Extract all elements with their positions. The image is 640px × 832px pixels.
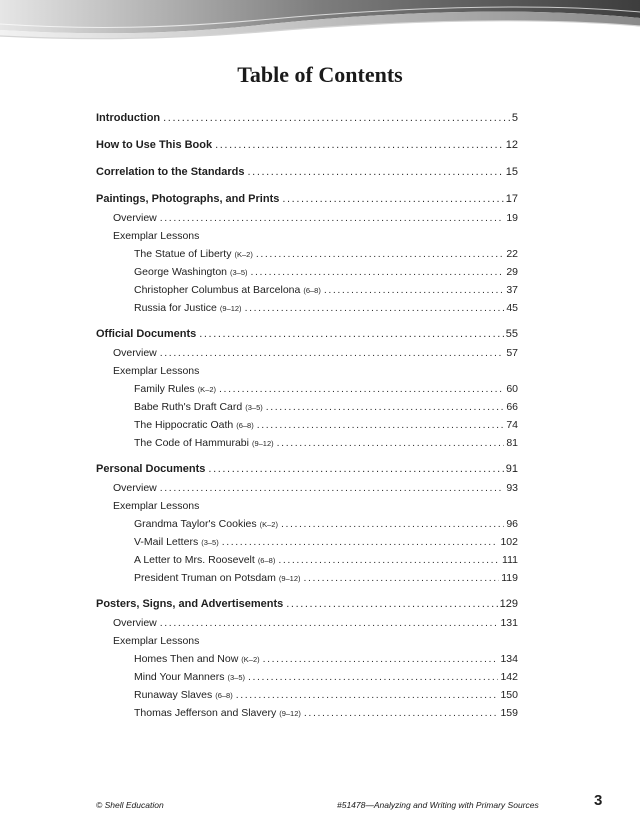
toc-subheading[interactable] — [96, 227, 518, 245]
toc-entry-label: A Letter to Mrs. Roosevelt — [134, 554, 255, 566]
toc-section-heading[interactable] — [96, 162, 518, 182]
toc-page-number: 129 — [499, 598, 518, 610]
dot-leader — [248, 162, 504, 182]
toc-section-heading[interactable] — [96, 594, 518, 614]
toc-section — [96, 108, 518, 128]
toc-page-number: 57 — [506, 347, 518, 359]
header-wave-banner — [0, 0, 640, 50]
toc-subheading[interactable] — [96, 362, 518, 380]
grade-range: (K–2) — [241, 655, 260, 664]
toc-page-number: 102 — [500, 536, 518, 548]
toc-entry-label: Mind Your Manners — [134, 671, 225, 683]
toc-entry-label: The Hippocratic Oath — [134, 419, 234, 431]
grade-range: (9–12) — [219, 304, 242, 313]
toc-entry-label: Babe Ruth's Draft Card — [134, 401, 243, 413]
toc-lesson-entry[interactable] — [96, 650, 518, 668]
grade-range: (9–12) — [279, 709, 301, 718]
dot-leader — [286, 594, 497, 614]
toc-entry-label: V-Mail Letters — [134, 536, 199, 548]
dot-leader — [160, 614, 499, 632]
toc-entry-label: Russia for Justice — [134, 302, 217, 314]
toc-entry-label: Introduction — [96, 112, 161, 124]
grade-range: (3–5) — [227, 673, 245, 682]
toc-entry-label: Correlation to the Standards — [96, 166, 245, 178]
dot-leader — [236, 686, 499, 704]
toc-section-heading[interactable] — [96, 459, 518, 479]
dot-leader — [160, 344, 505, 362]
toc-entry-label: Runaway Slaves — [134, 689, 213, 701]
toc-entry-label: George Washington — [134, 266, 227, 278]
toc-entry-label: Grandma Taylor's Cookies — [134, 518, 257, 530]
toc-entry-label: Exemplar Lessons — [113, 365, 200, 377]
toc-lesson-entry[interactable] — [96, 281, 518, 299]
toc-section-heading[interactable] — [96, 108, 518, 128]
toc-page-number: 17 — [505, 193, 518, 205]
page-title: Table of Contents — [237, 62, 403, 87]
dot-leader — [278, 551, 500, 569]
toc-lesson-entry[interactable] — [96, 245, 518, 263]
toc-entry-label: The Code of Hammurabi — [134, 437, 249, 449]
toc-entry-label: Official Documents — [96, 328, 197, 340]
grade-range: (K–2) — [197, 385, 217, 394]
toc-lesson-entry[interactable] — [96, 263, 518, 281]
toc-lesson-entry[interactable] — [96, 416, 518, 434]
grade-range: (K–2) — [259, 520, 278, 529]
toc-subheading[interactable] — [96, 209, 518, 227]
toc-page-number: 142 — [500, 671, 518, 683]
dot-leader — [245, 299, 505, 317]
dot-leader — [222, 533, 499, 551]
dot-leader — [266, 398, 505, 416]
dot-leader — [277, 434, 505, 452]
toc-section — [96, 594, 518, 722]
dot-leader — [208, 459, 503, 479]
toc-subheading[interactable] — [96, 479, 518, 497]
dot-leader — [304, 704, 499, 722]
dot-leader — [281, 515, 504, 533]
grade-range: (6–8) — [215, 691, 233, 700]
grade-range: (9–12) — [251, 439, 274, 448]
dot-leader — [215, 135, 504, 155]
toc-lesson-entry[interactable] — [96, 569, 518, 587]
toc-subheading[interactable] — [96, 614, 518, 632]
toc-entry-label: Overview — [113, 617, 157, 629]
toc-entry-label: Exemplar Lessons — [113, 500, 200, 512]
toc-page-number: 22 — [506, 248, 518, 260]
toc-page-number: 91 — [505, 463, 518, 475]
toc-page-number: 150 — [500, 689, 518, 701]
toc-entry-label: Family Rules — [134, 383, 195, 395]
toc-lesson-entry[interactable] — [96, 515, 518, 533]
toc-page-number: 81 — [506, 437, 518, 449]
grade-range: (3–5) — [245, 403, 263, 412]
toc-section-heading[interactable] — [96, 324, 518, 344]
toc-page-number: 66 — [506, 401, 518, 413]
dot-leader — [219, 380, 504, 398]
grade-range: (6–8) — [303, 286, 321, 295]
grade-range: (3–5) — [201, 538, 219, 547]
dot-leader — [304, 569, 500, 587]
toc-lesson-entry[interactable] — [96, 398, 518, 416]
toc-section — [96, 162, 518, 182]
toc-page-number: 93 — [506, 482, 518, 494]
toc-section-heading[interactable] — [96, 189, 518, 209]
dot-leader — [256, 245, 504, 263]
toc-lesson-entry[interactable] — [96, 704, 518, 722]
dot-leader — [251, 263, 505, 281]
toc-page-number: 55 — [505, 328, 518, 340]
dot-leader — [199, 324, 504, 344]
toc-lesson-entry[interactable] — [96, 668, 518, 686]
toc-entry-label: Thomas Jefferson and Slavery — [134, 707, 277, 719]
toc-section-heading[interactable] — [96, 135, 518, 155]
toc-lesson-entry[interactable] — [96, 551, 518, 569]
toc-page-number: 12 — [505, 139, 518, 151]
toc-entry-label: The Statue of Liberty — [134, 248, 232, 260]
dot-leader — [282, 189, 503, 209]
dot-leader — [248, 668, 498, 686]
toc-subheading[interactable] — [96, 344, 518, 362]
dot-leader — [257, 416, 505, 434]
toc-lesson-entry[interactable] — [96, 380, 518, 398]
toc-page-number: 74 — [506, 419, 518, 431]
dot-leader — [324, 281, 504, 299]
toc-lesson-entry[interactable] — [96, 686, 518, 704]
toc-entry-label: Overview — [113, 482, 157, 494]
toc-page-number: 60 — [506, 383, 518, 395]
toc-entry-label: Christopher Columbus at Barcelona — [134, 284, 301, 296]
table-of-contents — [96, 108, 518, 729]
toc-page-number: 111 — [502, 554, 518, 566]
toc-entry-label: Exemplar Lessons — [113, 635, 200, 647]
toc-page-number: 131 — [500, 617, 518, 629]
grade-range: (6–8) — [236, 421, 254, 430]
toc-subheading[interactable] — [96, 632, 518, 650]
toc-lesson-entry[interactable] — [96, 434, 518, 452]
toc-page-number: 45 — [506, 302, 518, 314]
grade-range: (3–5) — [230, 268, 248, 277]
grade-range: (6–8) — [257, 556, 276, 565]
toc-lesson-entry[interactable] — [96, 533, 518, 551]
toc-page-number: 37 — [506, 284, 518, 296]
toc-entry-label: President Truman on Potsdam — [134, 572, 276, 584]
toc-entry-label: Homes Then and Now — [134, 653, 239, 665]
grade-range: (9–12) — [278, 574, 301, 583]
toc-section — [96, 135, 518, 155]
toc-entry-label: Paintings, Photographs, and Prints — [96, 193, 280, 205]
toc-page-number: 29 — [506, 266, 518, 278]
toc-entry-label: How to Use This Book — [96, 139, 213, 151]
toc-page-number: 159 — [500, 707, 518, 719]
dot-leader — [160, 209, 505, 227]
toc-entry-label: Exemplar Lessons — [113, 230, 200, 242]
toc-entry-label: Overview — [113, 212, 157, 224]
toc-entry-label: Posters, Signs, and Advertisements — [96, 598, 284, 610]
toc-entry-label: Personal Documents — [96, 463, 206, 475]
toc-page-number: 15 — [505, 166, 518, 178]
grade-range: (K–2) — [234, 250, 253, 259]
footer-publisher: © Shell Education — [96, 800, 164, 810]
dot-leader — [160, 479, 505, 497]
toc-page-number: 19 — [506, 212, 518, 224]
page-number: 3 — [594, 792, 603, 809]
dot-leader — [163, 108, 510, 128]
toc-section — [96, 459, 518, 587]
toc-entry-label: Overview — [113, 347, 157, 359]
toc-page-number: 134 — [500, 653, 518, 665]
toc-lesson-entry[interactable] — [96, 299, 518, 317]
toc-page-number: 119 — [501, 572, 518, 584]
toc-section — [96, 324, 518, 452]
toc-page-number: 96 — [506, 518, 518, 530]
toc-subheading[interactable] — [96, 497, 518, 515]
toc-page-number: 5 — [511, 112, 518, 124]
toc-section — [96, 189, 518, 317]
footer-book-title: #51478—Analyzing and Writing with Primary Sources — [337, 800, 539, 810]
dot-leader — [263, 650, 499, 668]
